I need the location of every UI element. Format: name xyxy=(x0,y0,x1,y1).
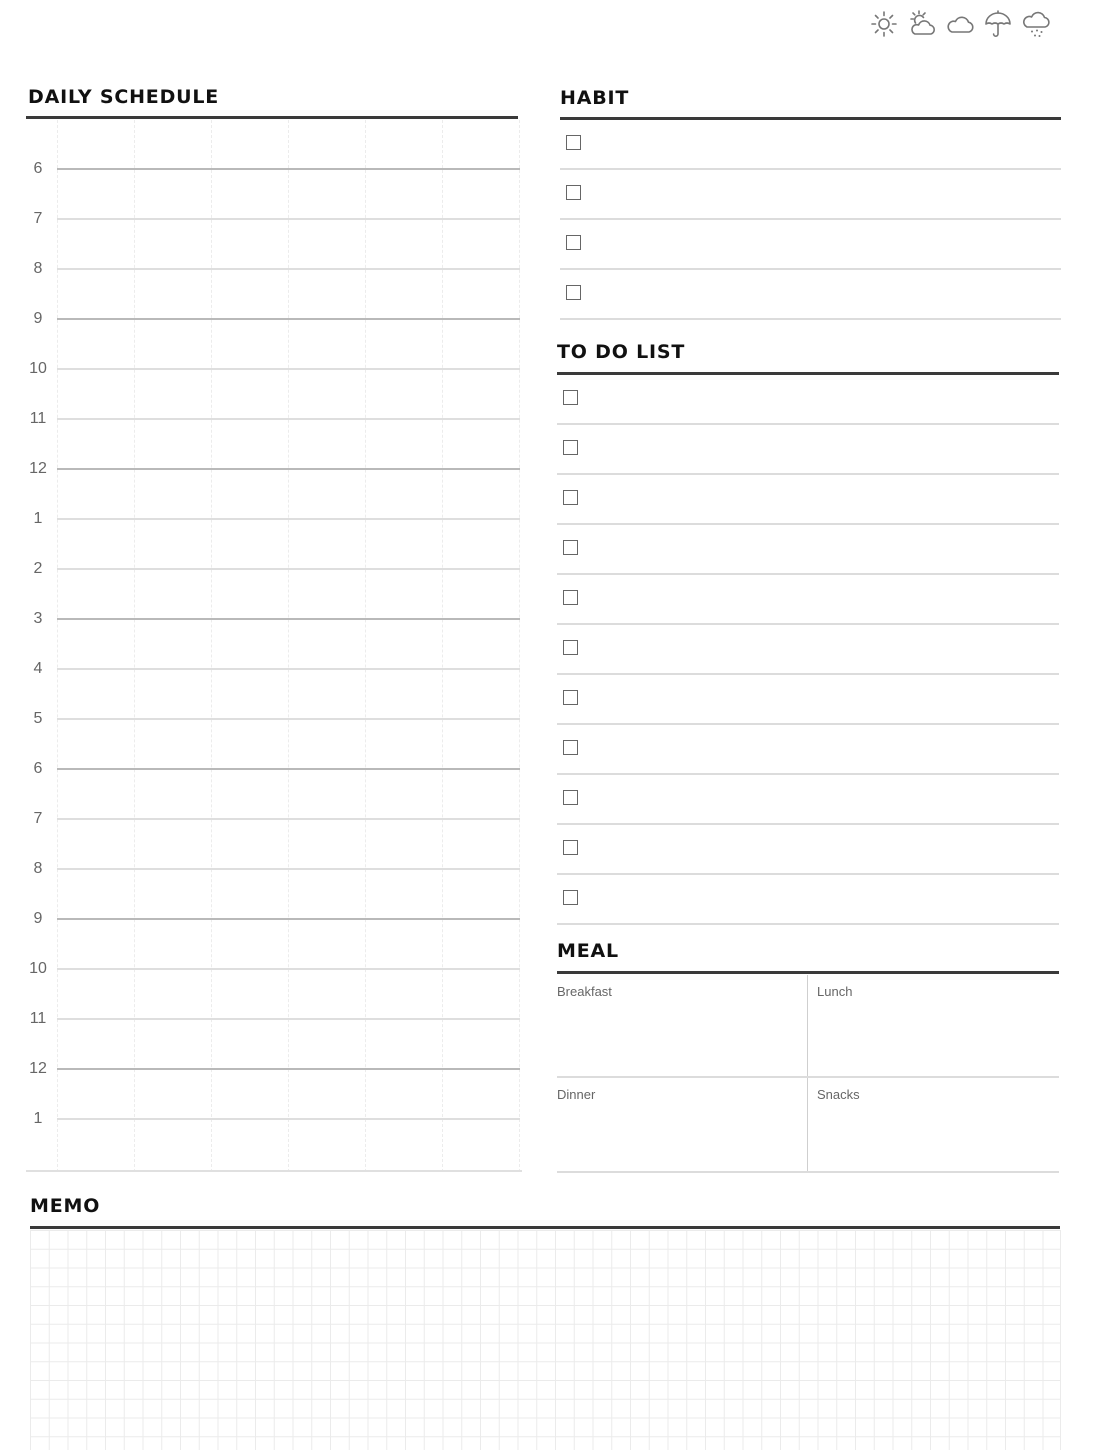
hour-label: 6 xyxy=(33,160,43,177)
hour-slot[interactable] xyxy=(26,120,520,177)
daily-schedule-rule xyxy=(26,116,518,119)
todo-item[interactable] xyxy=(557,475,1059,525)
todo-checkbox[interactable] xyxy=(563,540,578,555)
todo-item[interactable] xyxy=(557,375,1059,425)
todo-item[interactable] xyxy=(557,725,1059,775)
hour-slot[interactable] xyxy=(26,820,520,877)
partly-cloudy-icon[interactable] xyxy=(906,8,938,40)
hour-slot[interactable] xyxy=(26,570,520,627)
lunch-label: Lunch xyxy=(817,984,853,999)
habit-item[interactable] xyxy=(560,170,1061,220)
hour-slot[interactable] xyxy=(26,970,520,1027)
todo-item[interactable] xyxy=(557,825,1059,875)
hour-slot[interactable] xyxy=(26,870,520,927)
todo-checkbox[interactable] xyxy=(563,840,578,855)
hour-slot[interactable] xyxy=(26,170,520,227)
todo-checkbox[interactable] xyxy=(563,390,578,405)
hour-slot[interactable] xyxy=(26,770,520,827)
breakfast-label: Breakfast xyxy=(557,984,612,999)
cloud-icon[interactable] xyxy=(944,8,976,40)
memo-rule xyxy=(30,1226,1060,1229)
meal-bottom-line xyxy=(557,1171,1059,1173)
todo-checkbox[interactable] xyxy=(563,790,578,805)
habit-checkbox[interactable] xyxy=(566,285,581,300)
hour-label: 1 xyxy=(33,1110,43,1127)
meal-title: MEAL xyxy=(557,940,619,962)
hour-slot[interactable] xyxy=(26,270,520,327)
hour-slot[interactable] xyxy=(26,920,520,977)
daily-schedule-title: DAILY SCHEDULE xyxy=(28,86,220,108)
sun-icon[interactable] xyxy=(868,8,900,40)
hour-label: 8 xyxy=(33,860,43,877)
todo-checkbox[interactable] xyxy=(563,640,578,655)
breakfast-cell[interactable] xyxy=(557,975,807,1076)
todo-checkbox[interactable] xyxy=(563,690,578,705)
hour-label: 4 xyxy=(33,660,43,677)
hour-slot[interactable] xyxy=(26,520,520,577)
hour-label: 9 xyxy=(33,910,43,927)
dinner-label: Dinner xyxy=(557,1087,596,1102)
dinner-cell[interactable] xyxy=(557,1078,807,1171)
hour-slot[interactable] xyxy=(26,370,520,427)
habit-checkbox[interactable] xyxy=(566,185,581,200)
habit-item[interactable] xyxy=(560,220,1061,270)
hour-label: 1 xyxy=(33,510,43,527)
hour-label: 8 xyxy=(33,260,43,277)
todo-checkbox[interactable] xyxy=(563,590,578,605)
hour-label: 3 xyxy=(33,610,43,627)
todo-item[interactable] xyxy=(557,575,1059,625)
hour-slot[interactable] xyxy=(26,1070,520,1127)
todo-checkbox[interactable] xyxy=(563,490,578,505)
hour-label: 6 xyxy=(33,760,43,777)
hour-label: 5 xyxy=(33,710,43,727)
hour-slot[interactable] xyxy=(26,420,520,477)
memo-grid[interactable] xyxy=(30,1230,1061,1450)
todo-item[interactable] xyxy=(557,425,1059,475)
habit-item[interactable] xyxy=(560,120,1061,170)
meal-divider-horizontal xyxy=(557,1076,1059,1078)
todo-checkbox[interactable] xyxy=(563,440,578,455)
meal-grid xyxy=(557,975,1059,1173)
hour-label: 7 xyxy=(33,810,43,827)
todo-checkbox[interactable] xyxy=(563,740,578,755)
todo-item[interactable] xyxy=(557,625,1059,675)
hour-label: 11 xyxy=(29,410,47,427)
hour-label: 12 xyxy=(29,1060,47,1077)
snacks-label: Snacks xyxy=(817,1087,860,1102)
lunch-cell[interactable] xyxy=(817,975,1059,1076)
hour-label: 9 xyxy=(33,310,43,327)
todo-item[interactable] xyxy=(557,525,1059,575)
daily-schedule xyxy=(26,120,522,1172)
schedule-bottom-line xyxy=(26,1170,522,1172)
hour-label: 2 xyxy=(33,560,43,577)
todo-checkbox[interactable] xyxy=(563,890,578,905)
todo-item[interactable] xyxy=(557,875,1059,925)
hour-slot[interactable] xyxy=(26,320,520,377)
hour-label: 7 xyxy=(33,210,43,227)
hour-slot[interactable] xyxy=(26,470,520,527)
hour-label: 11 xyxy=(29,1010,47,1027)
memo-title: MEMO xyxy=(30,1195,101,1217)
hour-label: 10 xyxy=(29,960,47,977)
todo-item[interactable] xyxy=(557,675,1059,725)
hour-slot[interactable] xyxy=(26,1020,520,1077)
meal-divider-vertical xyxy=(807,975,808,1172)
umbrella-icon[interactable] xyxy=(982,8,1014,40)
habit-line xyxy=(560,318,1061,320)
todo-line xyxy=(557,923,1059,925)
weather-selector xyxy=(868,8,1052,40)
habit-item[interactable] xyxy=(560,270,1061,320)
hour-slot[interactable] xyxy=(26,620,520,677)
snacks-cell[interactable] xyxy=(817,1078,1059,1171)
habit-title: HABIT xyxy=(560,87,630,109)
todo-list xyxy=(557,375,1059,925)
habit-checkbox[interactable] xyxy=(566,235,581,250)
hour-slot[interactable] xyxy=(26,720,520,777)
habit-list xyxy=(560,120,1061,320)
hour-slot[interactable] xyxy=(26,670,520,727)
rain-cloud-icon[interactable] xyxy=(1020,8,1052,40)
hour-line xyxy=(57,1118,520,1120)
habit-checkbox[interactable] xyxy=(566,135,581,150)
meal-rule xyxy=(557,971,1059,974)
hour-slot[interactable] xyxy=(26,220,520,277)
hour-label: 10 xyxy=(29,360,47,377)
todo-item[interactable] xyxy=(557,775,1059,825)
todo-title: TO DO LIST xyxy=(557,341,686,363)
hour-label: 12 xyxy=(29,460,47,477)
